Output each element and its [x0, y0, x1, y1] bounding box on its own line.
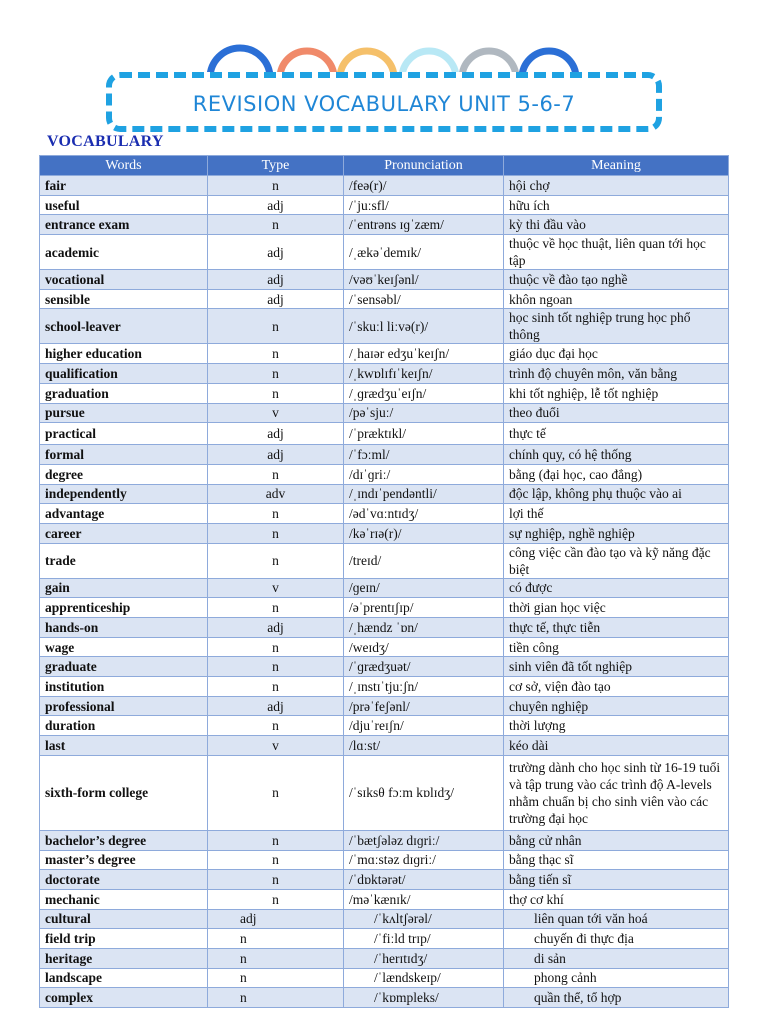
table-row: [40, 289, 729, 309]
word-cell: complex: [40, 988, 208, 1008]
meaning-cell: bằng tiến sĩ: [504, 870, 729, 890]
meaning-cell: cơ sở, viện đào tạo: [504, 677, 729, 697]
pronunciation-cell: /prəˈfeʃənl/: [344, 696, 504, 716]
meaning-cell: phong cảnh: [504, 968, 729, 988]
word-cell: field trip: [40, 929, 208, 949]
word-cell: entrance exam: [40, 215, 208, 235]
meaning-cell: liên quan tới văn hoá: [504, 909, 729, 929]
pronunciation-cell: /ˈentrəns ɪɡˈzæm/: [344, 215, 504, 235]
meaning-cell: tiền công: [504, 637, 729, 657]
table-row: [40, 504, 729, 524]
header-pronunciation: Pronunciation: [344, 156, 504, 176]
word-cell: qualification: [40, 364, 208, 384]
type-cell: n: [208, 464, 344, 484]
type-cell: n: [208, 523, 344, 543]
word-cell: independently: [40, 484, 208, 504]
type-cell: v: [208, 403, 344, 423]
pronunciation-cell: /ˈjuːsfl/: [344, 195, 504, 215]
table-row: [40, 637, 729, 657]
word-cell: apprenticeship: [40, 598, 208, 618]
table-row: [40, 968, 729, 988]
section-title: VOCABULARY: [47, 133, 164, 150]
type-cell: n: [208, 830, 344, 850]
table-row: [40, 344, 729, 364]
table-row: [40, 830, 729, 850]
table-row: [40, 176, 729, 196]
meaning-cell: giáo dục đại học: [504, 344, 729, 364]
meaning-cell: chuyên nghiệp: [504, 696, 729, 716]
type-cell: adj: [208, 445, 344, 465]
type-cell: n: [208, 677, 344, 697]
meaning-cell: khôn ngoan: [504, 289, 729, 309]
table-row: [40, 657, 729, 677]
pronunciation-cell: /ˌhaɪər edʒuˈkeɪʃn/: [344, 344, 504, 364]
word-cell: master’s degree: [40, 850, 208, 870]
type-cell: adj: [208, 235, 344, 270]
table-row: [40, 755, 729, 830]
table-row: [40, 484, 729, 504]
word-cell: career: [40, 523, 208, 543]
meaning-cell: bằng (đại học, cao đẳng): [504, 464, 729, 484]
page-title: REVISION VOCABULARY UNIT 5-6-7: [192, 92, 576, 116]
table-body: [40, 176, 729, 1008]
type-cell: adj: [208, 618, 344, 638]
meaning-cell: theo đuổi: [504, 403, 729, 423]
type-cell: adj: [208, 289, 344, 309]
table-row: [40, 195, 729, 215]
table-row: [40, 889, 729, 909]
table-row: [40, 736, 729, 756]
word-cell: school-leaver: [40, 309, 208, 344]
meaning-cell: thực tế, thực tiễn: [504, 618, 729, 638]
table-row: [40, 909, 729, 929]
title-banner: [106, 72, 662, 132]
meaning-cell: có được: [504, 578, 729, 598]
word-cell: academic: [40, 235, 208, 270]
pronunciation-cell: /pəˈsjuː/: [344, 403, 504, 423]
word-cell: duration: [40, 716, 208, 736]
pronunciation-cell: /ˌɪnstɪˈtjuːʃn/: [344, 677, 504, 697]
table-row: [40, 618, 729, 638]
type-cell: n: [208, 504, 344, 524]
type-cell: n: [208, 176, 344, 196]
table-row: [40, 270, 729, 290]
meaning-cell: sự nghiệp, nghề nghiệp: [504, 523, 729, 543]
word-cell: graduate: [40, 657, 208, 677]
meaning-cell: thực tế: [504, 423, 729, 445]
pronunciation-cell: /ˈsensəbl/: [344, 289, 504, 309]
type-cell: n: [208, 716, 344, 736]
pronunciation-cell: /ˈlændskeɪp/: [344, 968, 504, 988]
header-words: Words: [40, 156, 208, 176]
header-type: Type: [208, 156, 344, 176]
pronunciation-cell: /ədˈvɑːntɪdʒ/: [344, 504, 504, 524]
table-row: [40, 523, 729, 543]
type-cell: n: [208, 657, 344, 677]
table-row: [40, 543, 729, 578]
meaning-cell: độc lập, không phụ thuộc vào ai: [504, 484, 729, 504]
pronunciation-cell: /ˈkʌltʃərəl/: [344, 909, 504, 929]
table-row: [40, 445, 729, 465]
pronunciation-cell: /dɪˈɡriː/: [344, 464, 504, 484]
meaning-cell: hội chợ: [504, 176, 729, 196]
type-cell: v: [208, 736, 344, 756]
meaning-cell: bằng thạc sĩ: [504, 850, 729, 870]
type-cell: n: [208, 344, 344, 364]
type-cell: n: [208, 870, 344, 890]
meaning-cell: khi tốt nghiệp, lễ tốt nghiệp: [504, 383, 729, 403]
type-cell: adv: [208, 484, 344, 504]
meaning-cell: kỳ thi đầu vào: [504, 215, 729, 235]
type-cell: adj: [208, 270, 344, 290]
pronunciation-cell: /ˈskuːl liːvə(r)/: [344, 309, 504, 344]
word-cell: gain: [40, 578, 208, 598]
pronunciation-cell: /weɪdʒ/: [344, 637, 504, 657]
word-cell: landscape: [40, 968, 208, 988]
pronunciation-cell: /lɑːst/: [344, 736, 504, 756]
type-cell: v: [208, 578, 344, 598]
meaning-cell: sinh viên đã tốt nghiệp: [504, 657, 729, 677]
word-cell: mechanic: [40, 889, 208, 909]
pronunciation-cell: /ˈbætʃələz dɪɡriː/: [344, 830, 504, 850]
meaning-cell: trình độ chuyên môn, văn bằng: [504, 364, 729, 384]
type-cell: n: [208, 988, 344, 1008]
table-row: [40, 598, 729, 618]
word-cell: graduation: [40, 383, 208, 403]
word-cell: last: [40, 736, 208, 756]
meaning-cell: lợi thế: [504, 504, 729, 524]
type-cell: n: [208, 968, 344, 988]
word-cell: heritage: [40, 948, 208, 968]
word-cell: wage: [40, 637, 208, 657]
pronunciation-cell: /ˌɪndɪˈpendəntli/: [344, 484, 504, 504]
meaning-cell: công việc cần đào tạo và kỹ năng đặc biệt: [504, 543, 729, 578]
pronunciation-cell: /ˈkɒmpleks/: [344, 988, 504, 1008]
meaning-cell: bằng cử nhân: [504, 830, 729, 850]
word-cell: professional: [40, 696, 208, 716]
pronunciation-cell: /ˈmɑːstəz dɪɡriː/: [344, 850, 504, 870]
pronunciation-cell: /ˌkwɒlɪfɪˈkeɪʃn/: [344, 364, 504, 384]
table-row: [40, 309, 729, 344]
word-cell: bachelor’s degree: [40, 830, 208, 850]
table-row: [40, 988, 729, 1008]
pronunciation-cell: /ɡeɪn/: [344, 578, 504, 598]
table-row: [40, 929, 729, 949]
type-cell: n: [208, 215, 344, 235]
table-row: [40, 716, 729, 736]
type-cell: n: [208, 755, 344, 830]
type-cell: n: [208, 637, 344, 657]
table-row: [40, 850, 729, 870]
pronunciation-cell: /feə(r)/: [344, 176, 504, 196]
type-cell: n: [208, 889, 344, 909]
word-cell: doctorate: [40, 870, 208, 890]
type-cell: n: [208, 364, 344, 384]
word-cell: practical: [40, 423, 208, 445]
meaning-cell: trường dành cho học sinh từ 16-19 tuổi và tập trung vào các trình độ A-levels nhằm chuẩn bị cho sinh viên vào các trường đại học: [504, 755, 729, 830]
meaning-cell: chính quy, có hệ thống: [504, 445, 729, 465]
type-cell: n: [208, 309, 344, 344]
table-row: [40, 677, 729, 697]
type-cell: n: [208, 929, 344, 949]
table-row: [40, 696, 729, 716]
table-row: [40, 235, 729, 270]
pronunciation-cell: /ˈfɔːml/: [344, 445, 504, 465]
pronunciation-cell: /ˈdɒktərət/: [344, 870, 504, 890]
word-cell: cultural: [40, 909, 208, 929]
pronunciation-cell: /ˌækəˈdemɪk/: [344, 235, 504, 270]
pronunciation-cell: /əˈprentɪʃɪp/: [344, 598, 504, 618]
type-cell: n: [208, 948, 344, 968]
word-cell: hands-on: [40, 618, 208, 638]
table-row: [40, 403, 729, 423]
table-row: [40, 464, 729, 484]
pronunciation-cell: /ˈherɪtɪdʒ/: [344, 948, 504, 968]
table-header-row: [40, 156, 729, 176]
word-cell: useful: [40, 195, 208, 215]
word-cell: sixth-form college: [40, 755, 208, 830]
meaning-cell: thuộc về học thuật, liên quan tới học tập: [504, 235, 729, 270]
meaning-cell: hữu ích: [504, 195, 729, 215]
word-cell: trade: [40, 543, 208, 578]
table-row: [40, 870, 729, 890]
meaning-cell: thời lượng: [504, 716, 729, 736]
pronunciation-cell: /vəʊˈkeɪʃənl/: [344, 270, 504, 290]
pronunciation-cell: /kəˈrɪə(r)/: [344, 523, 504, 543]
table-row: [40, 215, 729, 235]
table-row: [40, 423, 729, 445]
word-cell: fair: [40, 176, 208, 196]
type-cell: adj: [208, 423, 344, 445]
meaning-cell: thợ cơ khí: [504, 889, 729, 909]
type-cell: adj: [208, 909, 344, 929]
meaning-cell: kéo dài: [504, 736, 729, 756]
pronunciation-cell: /ˌhændz ˈɒn/: [344, 618, 504, 638]
meaning-cell: thuộc về đào tạo nghề: [504, 270, 729, 290]
vocabulary-table: [39, 155, 729, 1008]
table-row: [40, 364, 729, 384]
word-cell: advantage: [40, 504, 208, 524]
pronunciation-cell: /djuˈreɪʃn/: [344, 716, 504, 736]
pronunciation-cell: /ˈsɪksθ fɔːm kɒlɪdʒ/: [344, 755, 504, 830]
type-cell: n: [208, 383, 344, 403]
pronunciation-cell: /treɪd/: [344, 543, 504, 578]
pronunciation-cell: /məˈkænɪk/: [344, 889, 504, 909]
pronunciation-cell: /ˈɡrædʒuət/: [344, 657, 504, 677]
word-cell: institution: [40, 677, 208, 697]
type-cell: adj: [208, 195, 344, 215]
word-cell: vocational: [40, 270, 208, 290]
table-row: [40, 578, 729, 598]
table-row: [40, 383, 729, 403]
table-row: [40, 948, 729, 968]
word-cell: sensible: [40, 289, 208, 309]
meaning-cell: học sinh tốt nghiệp trung học phổ thông: [504, 309, 729, 344]
word-cell: higher education: [40, 344, 208, 364]
pronunciation-cell: /ˈpræktɪkl/: [344, 423, 504, 445]
word-cell: degree: [40, 464, 208, 484]
type-cell: n: [208, 598, 344, 618]
word-cell: pursue: [40, 403, 208, 423]
type-cell: n: [208, 850, 344, 870]
type-cell: adj: [208, 696, 344, 716]
meaning-cell: chuyến đi thực địa: [504, 929, 729, 949]
meaning-cell: quần thể, tổ hợp: [504, 988, 729, 1008]
type-cell: n: [208, 543, 344, 578]
meaning-cell: di sản: [504, 948, 729, 968]
word-cell: formal: [40, 445, 208, 465]
pronunciation-cell: /ˈfiːld trɪp/: [344, 929, 504, 949]
header-meaning: Meaning: [504, 156, 729, 176]
meaning-cell: thời gian học việc: [504, 598, 729, 618]
pronunciation-cell: /ˌɡrædʒuˈeɪʃn/: [344, 383, 504, 403]
